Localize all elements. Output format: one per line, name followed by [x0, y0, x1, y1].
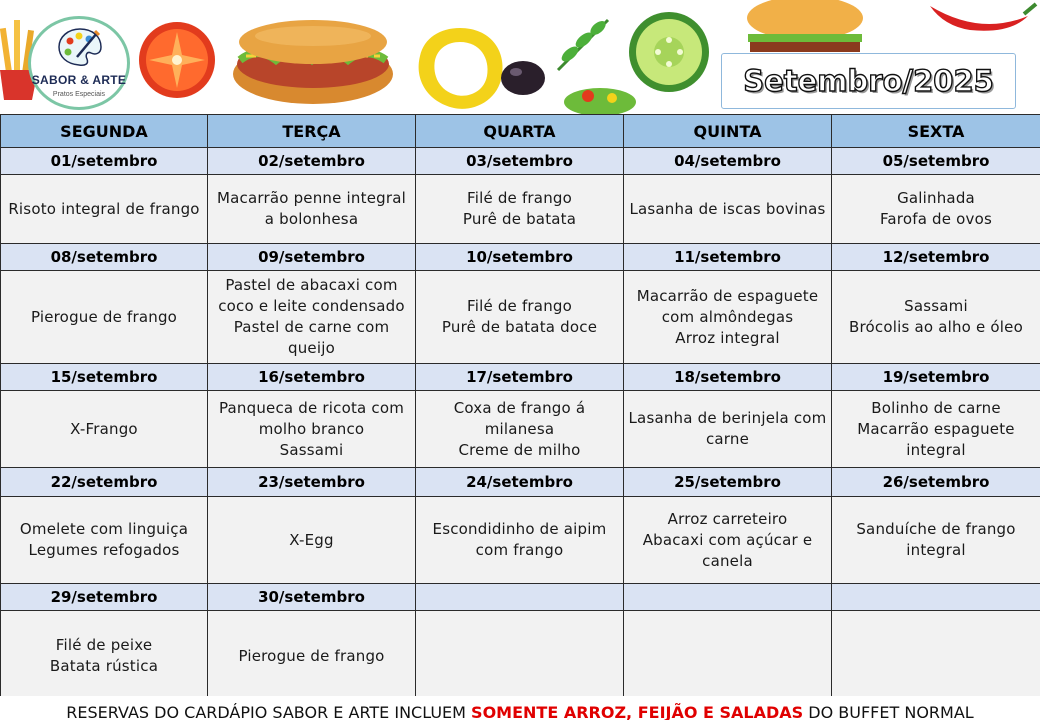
footer-notice — [0, 696, 1040, 720]
dish-cell — [1, 391, 208, 468]
menu-body — [1, 148, 1040, 702]
dish-cell — [1, 611, 208, 702]
dish-line: molho branco — [258, 419, 365, 438]
dish-line: Macarrão espaguete — [857, 419, 1015, 438]
dish-line: Sassami — [904, 297, 968, 315]
dish-line: Pastel de carne com — [233, 318, 390, 336]
dish-cell — [208, 391, 416, 468]
dish-cell — [416, 271, 624, 364]
date-row — [1, 148, 1040, 175]
date-cell — [832, 584, 1040, 611]
dish-line: Arroz integral — [675, 328, 780, 347]
day-header: TERÇA — [208, 115, 416, 148]
dish-cell — [624, 497, 832, 584]
dish-line: Abacaxi com açúcar e — [642, 530, 813, 549]
dish-line: Pastel de abacaxi com — [225, 276, 398, 294]
dish-line: a bolonhesa — [264, 210, 359, 228]
day-header: SEGUNDA — [1, 115, 208, 148]
dish-cell — [1, 497, 208, 584]
dish-cell — [416, 175, 624, 244]
dish-cell — [1, 271, 208, 364]
dish-line: milanesa — [484, 419, 555, 438]
dish-cell — [832, 271, 1040, 364]
date-cell: 04/setembro — [624, 148, 832, 175]
date-cell: 16/setembro — [208, 364, 416, 391]
date-cell: 29/setembro — [1, 584, 208, 611]
dish-line: Sassami — [279, 440, 344, 459]
dish-line: X-Egg — [289, 530, 334, 549]
day-header: SEXTA — [832, 115, 1040, 148]
pepper-ring-illustration — [410, 20, 510, 114]
dish-line: Batata rústica — [49, 657, 159, 675]
dish-line: Galinhada — [897, 189, 975, 207]
dish-line: Filé de frango — [466, 189, 573, 207]
dish-cell — [416, 391, 624, 468]
date-cell: 25/setembro — [624, 468, 832, 497]
date-cell: 15/setembro — [1, 364, 208, 391]
brand-name: SABOR & ARTE — [31, 73, 127, 87]
dish-line: Arroz carreteiro — [667, 509, 788, 528]
date-cell: 01/setembro — [1, 148, 208, 175]
date-cell: 10/setembro — [416, 244, 624, 271]
dish-row — [1, 391, 1040, 468]
dish-line: carne — [705, 430, 750, 448]
date-cell: 24/setembro — [416, 468, 624, 497]
dish-line: Pierogue de frango — [30, 307, 178, 326]
dish-cell — [1, 175, 208, 244]
date-cell: 26/setembro — [832, 468, 1040, 497]
date-cell: 02/setembro — [208, 148, 416, 175]
footer-text-before: RESERVAS DO CARDÁPIO SABOR E ARTE INCLUEM — [66, 703, 472, 720]
date-cell: 30/setembro — [208, 584, 416, 611]
dish-cell — [624, 611, 832, 702]
dish-row — [1, 611, 1040, 702]
date-cell — [624, 584, 832, 611]
footer-highlight: SOMENTE ARROZ, FEIJÃO E SALADAS — [471, 703, 804, 720]
date-cell: 05/setembro — [832, 148, 1040, 175]
dish-line: Panqueca de ricota com — [218, 398, 405, 417]
tomato-slice-illustration — [132, 20, 222, 100]
dish-line: Creme de milho — [458, 440, 581, 459]
dish-line: Bolinho de carne — [871, 398, 1001, 417]
dish-line: integral — [906, 440, 966, 459]
date-cell: 09/setembro — [208, 244, 416, 271]
burger-illustration — [740, 0, 870, 60]
dish-line: Lasanha de berinjela com — [628, 409, 827, 427]
chili-illustration — [920, 0, 1040, 40]
dish-line: Legumes refogados — [28, 541, 180, 559]
dish-row — [1, 497, 1040, 584]
dish-line: Risoto integral de frango — [8, 199, 200, 218]
date-cell: 22/setembro — [1, 468, 208, 497]
footer-text-after: DO BUFFET NORMAL — [803, 703, 974, 720]
date-cell: 08/setembro — [1, 244, 208, 271]
dish-line: queijo — [288, 339, 335, 357]
dish-cell — [208, 497, 416, 584]
dish-row — [1, 175, 1040, 244]
dish-line: Lasanha de iscas bovinas — [629, 199, 826, 218]
dish-line: Farofa de ovos — [879, 210, 993, 228]
dish-line: com frango — [475, 541, 564, 559]
date-cell: 23/setembro — [208, 468, 416, 497]
dish-line: integral — [906, 541, 966, 559]
date-cell: 12/setembro — [832, 244, 1040, 271]
dish-cell — [832, 175, 1040, 244]
dish-line: Filé de frango — [466, 297, 573, 315]
month-title: Setembro/2025 — [721, 53, 1016, 109]
dish-cell — [624, 175, 832, 244]
dish-row — [1, 271, 1040, 364]
dish-line: com almôndegas — [661, 307, 794, 326]
palette-icon — [57, 27, 103, 67]
dish-cell — [624, 391, 832, 468]
dish-cell — [624, 271, 832, 364]
dish-cell — [208, 611, 416, 702]
dish-line: Omelete com linguiça — [19, 520, 189, 538]
dish-line: X-Frango — [70, 419, 138, 438]
dish-line: Purê de batata — [462, 210, 577, 228]
date-row — [1, 244, 1040, 271]
brand-logo — [28, 16, 130, 110]
date-cell: 11/setembro — [624, 244, 832, 271]
dish-cell — [832, 611, 1040, 702]
dish-line: coco e leite condensado — [218, 297, 405, 315]
date-row — [1, 364, 1040, 391]
date-row — [1, 584, 1040, 611]
dish-line: Escondidinho de aipim — [432, 520, 607, 538]
dish-line: Sanduíche de frango — [856, 520, 1016, 538]
hotdog-illustration — [228, 12, 398, 112]
day-header: QUINTA — [624, 115, 832, 148]
date-cell: 17/setembro — [416, 364, 624, 391]
header-banner — [0, 0, 1040, 114]
date-cell: 18/setembro — [624, 364, 832, 391]
dish-cell — [208, 271, 416, 364]
brand-subtitle: Pratos Especiais — [52, 91, 106, 98]
dish-line: Macarrão de espaguete — [636, 286, 819, 305]
dish-cell — [832, 497, 1040, 584]
day-header-row — [1, 115, 1040, 148]
dish-line: Filé de peixe — [55, 636, 153, 654]
olive-illustration — [498, 58, 548, 98]
dish-cell — [416, 497, 624, 584]
herb-illustration — [548, 10, 618, 80]
dish-line: Coxa de frango á — [453, 398, 586, 417]
dish-line: Brócolis ao alho e óleo — [849, 318, 1023, 336]
day-header: QUARTA — [416, 115, 624, 148]
date-cell: 19/setembro — [832, 364, 1040, 391]
dish-line: Macarrão penne integral — [217, 189, 406, 207]
dish-cell — [832, 391, 1040, 468]
dish-line: canela — [702, 551, 753, 570]
date-cell — [416, 584, 624, 611]
dish-line: Pierogue de frango — [238, 646, 385, 665]
date-row — [1, 468, 1040, 497]
salad-bowl-illustration — [560, 82, 640, 114]
dish-cell — [416, 611, 624, 702]
weekly-menu-table — [0, 114, 1040, 702]
dish-line: Purê de batata doce — [441, 318, 598, 336]
dish-cell — [208, 175, 416, 244]
date-cell: 03/setembro — [416, 148, 624, 175]
